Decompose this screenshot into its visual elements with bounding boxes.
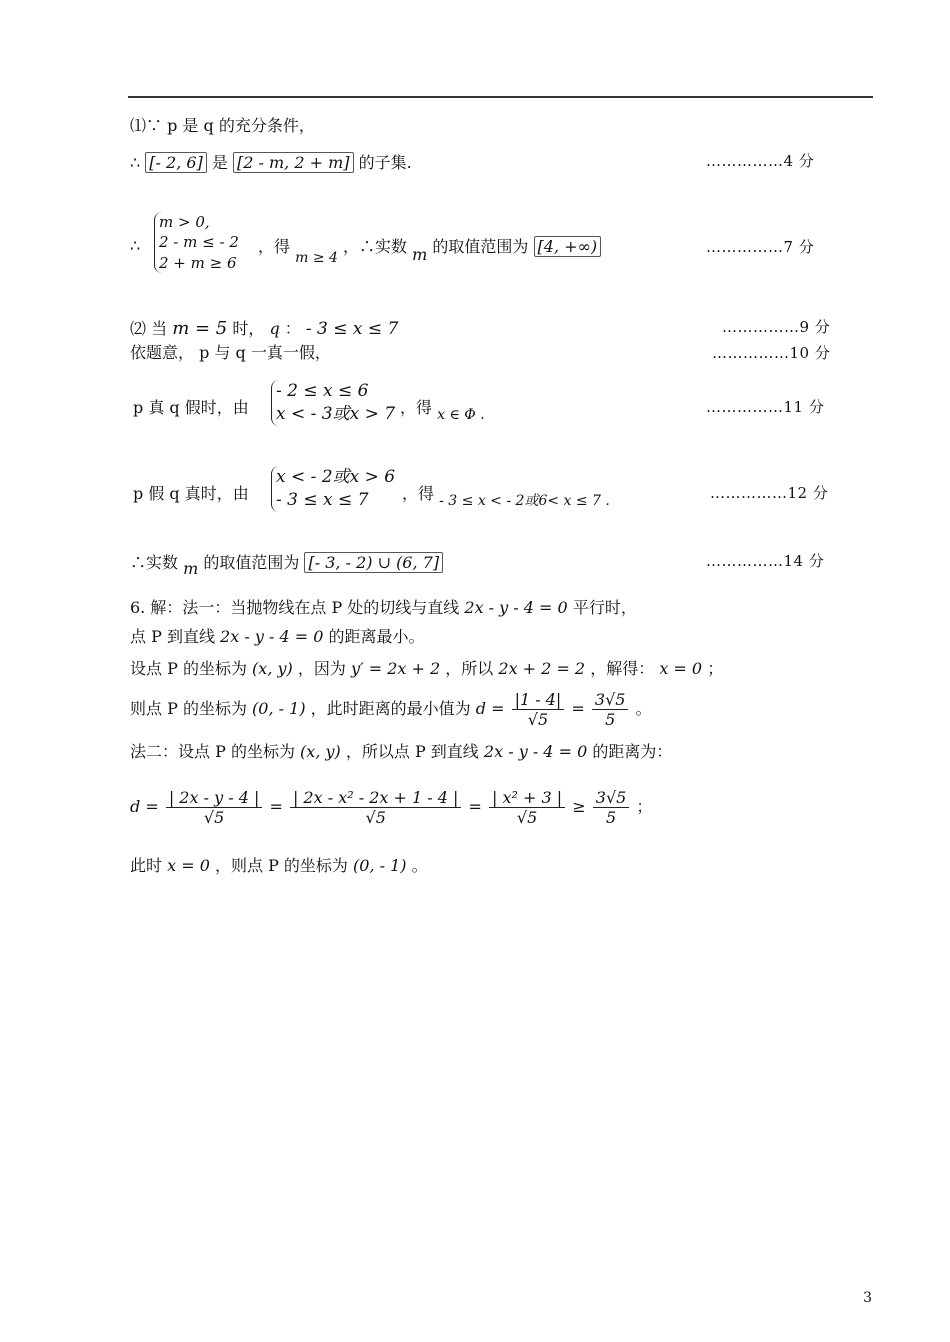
header-rule: [128, 96, 873, 98]
part2-line4b: ，得 - 3 ≤ x < - 2或6< x ≤ 7 .: [402, 484, 610, 509]
fraction-3: $\frac{| 2x - y - 4 |}{√5}$: [166, 788, 263, 827]
part2-line2: 依题意， p 与 q 一真一假，: [130, 343, 331, 362]
score-10: ……………10 分: [712, 344, 831, 362]
score-12: ……………12 分: [710, 484, 829, 502]
q6-line4: 则点 P 的坐标为 (0, - 1) ，此时距离的最小值为 d = $\frac{|1 - 4|}{√5}$ = $\frac{3√5}{5}$ 。: [130, 690, 652, 730]
q6-line2: 点 P 到直线 2x - y - 4 = 0 的距离最小。: [130, 627, 425, 646]
part1-line2: ∴ [- 2, 6] 是 [2 - m, 2 + m] 的子集.: [130, 153, 412, 172]
part2-line3a: p 真 q 假时，由: [133, 398, 249, 417]
q6-line1: 6. 解：法一：当抛物线在点 P 处的切线与直线 2x - y - 4 = 0 平行时，: [130, 598, 637, 617]
system-3: x < - 2或x > 6 - 3 ≤ x ≤ 7: [271, 466, 395, 512]
part2-line5: ∴实数 m 的取值范围为 [- 3, - 2) ∪ (6, 7]: [130, 552, 443, 573]
q6-line3: 设点 P 的坐标为 (x, y) ，因为 y′ = 2x + 2 ，所以 2x + 2 = 2 ，解得： x = 0 ；: [130, 659, 724, 678]
score-14: ……………14 分: [706, 552, 825, 570]
fraction-5: $\frac{\text{| x² + 3 |}}{√5}$: [489, 788, 565, 827]
system-1: m > 0, 2 - m ≤ - 2 2 + m ≥ 6: [154, 212, 239, 273]
q6-line7: 此时 x = 0 ，则点 P 的坐标为 (0, - 1) 。: [130, 856, 428, 875]
q6-line6: d = $\frac{| 2x - y - 4 |}{√5}$ = $\frac{\text{| 2x - x² - 2x + 1 - 4 |}}{√5}$ = $\frac{\text{| x² + 3 |}}{√5}$ ≥ $\frac{3√5}{5}$ ；: [130, 788, 653, 828]
q6-line5: 法二：设点 P 的坐标为 (x, y) ，所以点 P 到直线 2x - y - 4 = 0 的距离为：: [130, 742, 673, 761]
part1-line3a: ∴: [130, 236, 141, 255]
score-9: ……………9 分: [722, 318, 831, 336]
fraction-2: $\frac{3√5}{5}$: [592, 690, 629, 729]
part2-line4a: p 假 q 真时，由: [133, 484, 249, 503]
score-4: ……………4 分: [706, 152, 815, 170]
part2-line3b: ，得 x ∈ Φ .: [400, 398, 485, 423]
interval-b: [2 - m, 2 + m]: [233, 152, 354, 173]
interval-d: [- 3, - 2) ∪ (6, 7]: [304, 552, 443, 573]
part1-line3b: ，得 m ≥ 4 ，∴实数 m 的取值范围为 [4, +∞): [258, 236, 601, 257]
part1-line1: ⑴∵ p 是 q 的充分条件，: [130, 116, 315, 135]
fraction-1: $\frac{|1 - 4|}{√5}$: [512, 690, 565, 729]
interval-c: [4, +∞): [534, 236, 602, 257]
fraction-6: $\frac{3√5}{5}$: [593, 788, 630, 827]
system-2: - 2 ≤ x ≤ 6 x < - 3或x > 7: [271, 380, 395, 426]
interval-a: [- 2, 6]: [145, 152, 207, 173]
score-11: ……………11 分: [706, 398, 825, 416]
part2-line1: ⑵ 当 m = 5 时， q ： - 3 ≤ x ≤ 7: [130, 318, 399, 339]
page-number: 3: [863, 1290, 872, 1306]
fraction-4: $\frac{\text{| 2x - x² - 2x + 1 - 4 |}}{√5}$: [290, 788, 461, 827]
score-7: ……………7 分: [706, 238, 815, 256]
